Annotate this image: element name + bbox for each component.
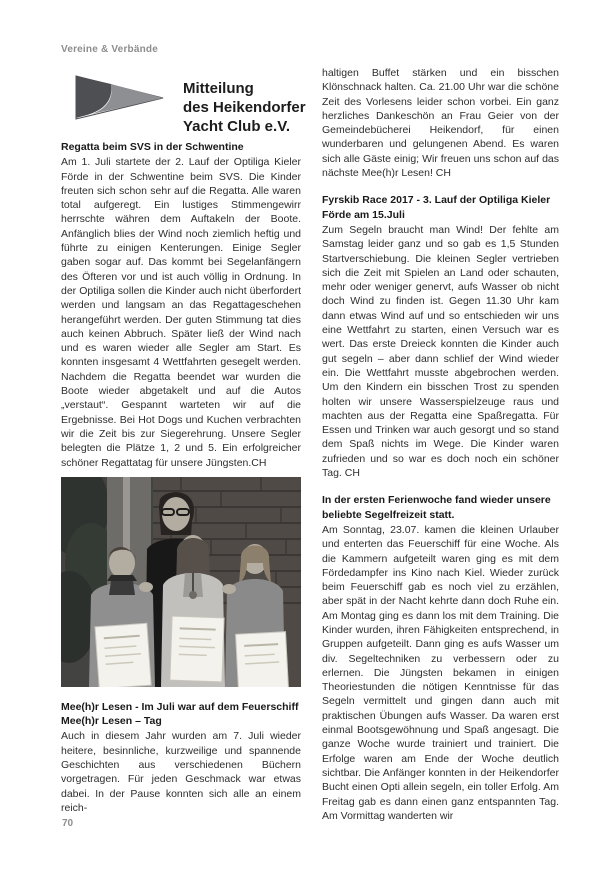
masthead — [75, 74, 306, 136]
article-body-meehr-lesen-left: Auch in diesem Jahr wurden am 7. Juli wieder heitere, besinnliche, kurzweilige und spannende Geschichten aus verschiedenen Büchern vorgetragen. Für jeden Geschmack war etwas dabei. In der Pause konnten sich alle an einem reich- — [61, 730, 301, 814]
article-heading-fyrskib: Fyrskib Race 2017 - 3. Lauf der Optiliga Kieler Förde am 15.Juli — [322, 194, 551, 221]
page-number: 70 — [62, 818, 74, 829]
masthead-title-line-1: Mitteilung — [183, 80, 254, 97]
masthead-title-line-3: Yacht Club e.V. — [183, 118, 290, 135]
right-column — [322, 66, 559, 823]
regatta-group-photo — [61, 477, 301, 687]
article-heading-meehr-lesen: Mee(h)r Lesen - Im Juli war auf dem Feuerschiff Mee(h)r Lesen – Tag — [61, 700, 299, 728]
article-body-regatta: Am 1. Juli startete der 2. Lauf der Optiliga Kieler Förde in der Schwentine beim SVS. Die Kinder freuten sich schon sehr auf die Regatta. Alle waren total aufgeregt. Ein lustiges Stimmengewirr herrschte währen dem Auftakeln der Boote. Anfänglich blies der Wind noch ziemlich heftig und führte zu einigen Kenterungen. Einige Segler gaben sogar auf. Das kommt bei Segelanfängern des Öfteren vor und ist auch völlig in Ordnung. In der Optiliga sollen die Kinder auch nicht überfordert werden und langsam an das Regattageschehen herangeführt werden. Der guten Stimmung tat dies auch keinen Abbruch. Später ließ der Wind nach und es waren wieder alle Segler am Start. Es konnten insgesamt 4 Wettfahrten gesegelt werden. Nachdem die Regatta beendet war wurden die Boote wieder abgetakelt und auf die Autos „verstaut“. Gespannt warteten wir auf die Ergebnisse. Bei Hot Dogs und Kuchen verbrachten wir die Zeit bis zur Siegerehrung. Unsere Segler belegten die Plätze 1, 2 und 5. Ein erfolgreicher schöner Regattatag für unsere Jüngsten.CH — [61, 156, 301, 469]
section-label: Vereine & Verbände — [61, 44, 158, 55]
left-column — [61, 140, 301, 815]
masthead-title — [183, 79, 306, 136]
article-body-fyrskib: Zum Segeln braucht man Wind! Der fehlte am Samstag leider ganz und so gab es 1,5 Stunden Startverschiebung. Die kleinen Segler vertrieben sich die Zeit mit Spielen an Land oder schauten, mehr oder weniger genervt, aufs Wasser ob nicht doch Wind zu finden ist. Gegen 11.30 Uhr kam dann etwas Wind auf und so entschieden wir uns eine Wettfahrt zu starten, einen Versuch war es wert. Das erste Dreieck konnten die Kinder auch gut segeln – aber dann schlief der Wind wieder ein. Die Wettfahrt musste abgebrochen werden. Um den Kindern ein bisschen Trost zu spenden holten wir unsere Wasserspielzeuge raus und machten aus der Regatta eine Spaßregatta. Für Essen und Trinken war auch gesorgt und so stand dem Spaß nichts im Wege. Die Kinder waren zufrieden und so war es doch noch ein schöner Tag. CH — [322, 223, 559, 480]
article-heading-ferienwoche: In der ersten Ferienwoche fand wieder unsere beliebte Segelfreizeit statt. — [322, 494, 551, 521]
masthead-title-line-2: des Heikendorfer — [183, 99, 306, 116]
article-body-ferienwoche: Am Sonntag, 23.07. kamen die kleinen Urlauber und enterten das Feuerschiff für eine Woche. Als die Kammern aufgeteilt waren ging es mit dem Fördedampfer ins Kino nach Kiel. Wieder zurück beim Feuerschiff gab es noch viel zu erzählen, aber spät in der Nacht kehrte dann doch Ruhe ein. Am Montag ging es dann los mit dem Training. Die Kinder wurden, ihren Fähigkeiten entsprechend, in Gruppen aufgeteilt. Dann ging es aufs Wasser um div. Segeltechniken zu verbessern oder zu erlernen. Die Jüngsten bekamen in einigen Theoriestunden die nötigen Kenntnisse für das Segeln vermittelt und gingen dann auch mit praktischen Übungen aufs Wasser. Da waren erst einmal Bootsgewöhnung und Spaß angesagt. Die ganze Woche wurde trainiert und trainiert. Die Erfolge waren am Ende der Woche deutlich sichtbar. Die Anfänger konnten in der Heikendorfer Bucht einen Opti allein segeln, ein toller Erfolg. Am Freitag gab es dann einen ganz entspannten Tag. Am Vormittag wanderten wir — [322, 523, 559, 822]
article-heading-regatta: Regatta beim SVS in der Schwentine — [61, 141, 244, 153]
yacht-club-pennant-icon — [75, 74, 165, 122]
article-body-meehr-lesen-right: haltigen Buffet stärken und ein bisschen Klönschnack halten. Ca. 21.00 Uhr war die schöne Zeit des Vorlesens leider schon vorbei. Ein ganz herzliches Dankeschön an Frau Geier von der Gemeindebücherei Heikendorf, für einen wunderbaren und gelungenen Abend. Es waren sich alle Gäste einig; Wir freuen uns schon auf das nächste Mee(h)r Lesen! CH — [322, 67, 559, 180]
